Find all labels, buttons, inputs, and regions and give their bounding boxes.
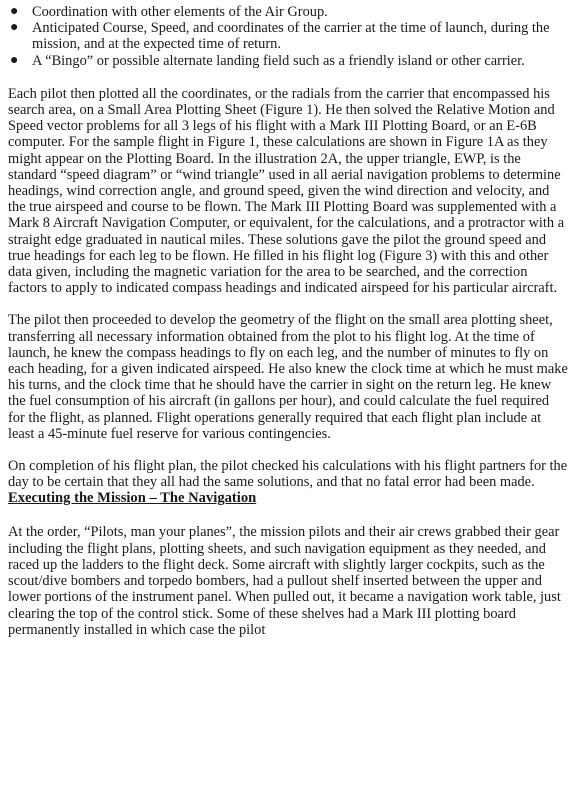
bullet-icon: ● <box>10 4 19 19</box>
bullet-text: A “Bingo” or possible alternate landing field such as a friendly island or other carrier. <box>32 52 525 69</box>
bullet-icon: ● <box>10 20 19 36</box>
paragraph-plotting: Each pilot then plotted all the coordinates, or the radials from the carrier that encompassed his search area, on a Small Area Plotting Sheet (Figure 1). He then solved the Relative Motion and Speed vector problems for all 3 legs of his flight with a Mark III Plotting Board, or an E-6B computer. For the sample flight in Figure 1, these calculations are shown in Figure 1A as they might appear on the Plotting Board. In the illustration 2A, the upper triangle, EWP, is the standard “speed diagram” or “wind triangle” used in all aerial navigation problems to determine headings, wind correction angle, and ground speed, given the wind direction and velocity, and the true airspeed and course to be flown. The Mark III Plotting Board was supplemented with a Mark 8 Aircraft Navigation Computer, or equivalent, for the calculations, and a protractor with a straight edge graduated in nautical miles. These solutions gave the pilot the ground speed and true headings for each leg to be flown. He filled in his flight log (Figure 3) with this and other data given, including the magnetic variation for the area to be searched, and the correction factors to apply to indicated compass headings and indicated airspeed for his particular aircraft. <box>8 85 565 297</box>
paragraph-launch: At the order, “Pilots, man your planes”, the mission pilots and their air crews grabbed their gear including the flight plans, plotting sheets, and such navigation equipment as they needed, and raced up the ladders to the flight deck. Some aircraft with slightly larger cockpits, such as the scout/dive bombers and torpedo bombers, had a pullout shelf inserted between the upper and lower portions of the instrument panel. When pulled out, it became a navigation work table, just clearing the top of the control stick. Some of these shelves had a Mark III plotting board permanently installed in which case the pilot <box>8 524 561 638</box>
bullet-text: Coordination with other elements of the Air Group. <box>32 4 328 20</box>
paragraph-completion: On completion of his flight plan, the pilot checked his calculations with his flight partners for the day to be certain that they all had the same solutions, and that no fatal error had been made. <box>8 458 568 491</box>
bullet-item <box>8 53 568 69</box>
bullet-item <box>8 4 568 20</box>
bullet-list <box>8 4 568 69</box>
bullet-icon: ● <box>10 52 19 68</box>
section-heading: Executing the Mission – The Navigation <box>8 490 257 507</box>
bullet-text: Anticipated Course, Speed, and coordinates of the carrier at the time of launch, during the mission, and at the expected time of return. <box>32 20 550 53</box>
paragraph-geometry: The pilot then proceeded to develop the geometry of the flight on the small area plotting sheet, transferring all necessary information obtained from the plot to his flight log. At the time of launch, he knew the compass headings to fly on each leg, and the number of minutes to fly on each heading, for a given indicated airspeed. He also knew the clock time at which he must make his turns, and the clock time that he should have the carrier in sight on the return leg. He knew the fuel consumption of his aircraft (in gallons per hour), and could calculate the fuel required for the flight, as planned. Flight operations generally required that each flight plan include at least a 45-minute fuel reserve for various contingencies. <box>8 312 568 442</box>
bullet-item <box>8 20 568 52</box>
